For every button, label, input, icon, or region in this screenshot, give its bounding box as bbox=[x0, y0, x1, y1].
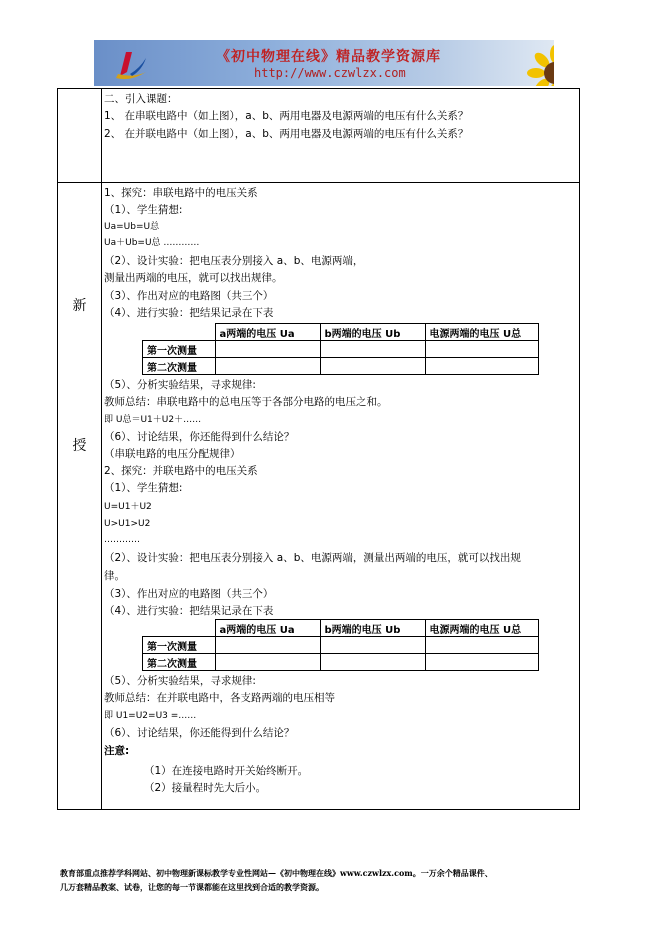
banner-title: 《初中物理在线》精品教学资源库 bbox=[216, 49, 441, 65]
series-diagram: （3）、作出对应的电路图（共三个） bbox=[104, 290, 274, 302]
logo-icon bbox=[112, 46, 150, 82]
parallel-formula: 即 U1=U2=U3 =…… bbox=[104, 711, 197, 721]
series-design-1: （2）、设计实验：把电压表分别接入 a、b、电源两端， bbox=[104, 255, 364, 267]
table-cell[interactable] bbox=[215, 358, 320, 375]
table-row-label: 第二次测量 bbox=[143, 358, 216, 375]
intro-question-2: 2、 在并联电路中（如上图），a、b、两用电器及电源两端的电压有什么关系？ bbox=[104, 128, 469, 140]
banner-url[interactable]: http://www.czwlzx.com bbox=[254, 66, 406, 80]
table-row bbox=[143, 620, 539, 637]
parallel-experiment: （4）、进行实验：把结果记录在下表 bbox=[104, 605, 274, 617]
table-row-label: 第一次测量 bbox=[143, 341, 216, 358]
series-formula: 即 U总＝U1＋U2＋…… bbox=[104, 415, 202, 425]
note-2: （2）接量程时先大后小。 bbox=[144, 782, 267, 794]
series-guess-1: Ua=Ub=U总 bbox=[104, 222, 160, 232]
table-cell[interactable] bbox=[320, 358, 425, 375]
series-record-table bbox=[142, 323, 539, 375]
table-row bbox=[143, 341, 539, 358]
table-header: b两端的电压 Ub bbox=[320, 620, 425, 637]
footer-line-2: 几万套精品教案、试卷，让您的每一节课都能在这里找到合适的教学资源。 bbox=[60, 882, 324, 892]
sunflower-icon bbox=[526, 44, 554, 86]
series-discuss-answer: （串联电路的电压分配规律） bbox=[104, 448, 241, 460]
side-label-char2: 授 bbox=[72, 438, 87, 454]
series-heading: 1、探究：串联电路中的电压关系 bbox=[104, 187, 258, 199]
table-header: a两端的电压 Ua bbox=[215, 324, 320, 341]
series-analyze: （5）、分析实验结果，寻求规律: bbox=[104, 379, 256, 391]
parallel-guess-label: （1）、学生猜想: bbox=[104, 482, 183, 494]
table-header: 电源两端的电压 U总 bbox=[425, 620, 538, 637]
table-row-label: 第二次测量 bbox=[143, 654, 216, 671]
parallel-dots: ………… bbox=[104, 535, 140, 545]
note-1: （1）在连接电路时开关始终断开。 bbox=[144, 765, 309, 777]
parallel-guess-1: U=U1＋U2 bbox=[104, 502, 152, 512]
table-row bbox=[143, 324, 539, 341]
row-divider bbox=[58, 182, 579, 183]
header-banner bbox=[94, 40, 554, 86]
table-header: 电源两端的电压 U总 bbox=[425, 324, 538, 341]
table-row bbox=[143, 358, 539, 375]
parallel-heading: 2、探究：并联电路中的电压关系 bbox=[104, 465, 258, 477]
parallel-design: （2）、设计实验：把电压表分别接入 a、b、电源两端，测量出两端的电压，就可以找出规 bbox=[104, 552, 521, 564]
table-row-label: 第一次测量 bbox=[143, 637, 216, 654]
parallel-guess-2: U>U1>U2 bbox=[104, 519, 151, 529]
series-guess-label: （1）、学生猜想: bbox=[104, 204, 183, 216]
parallel-summary: 教师总结：在并联电路中，各支路两端的电压相等 bbox=[104, 692, 335, 704]
table-cell[interactable] bbox=[425, 341, 538, 358]
series-discuss: （6）、讨论结果，你还能得到什么结论？ bbox=[104, 431, 295, 443]
table-header: b两端的电压 Ub bbox=[320, 324, 425, 341]
table-cell[interactable] bbox=[215, 637, 320, 654]
table-row bbox=[143, 654, 539, 671]
parallel-design-2: 律。 bbox=[104, 570, 125, 582]
intro-question-1: 1、 在串联电路中（如上图），a、b、两用电器及电源两端的电压有什么关系？ bbox=[104, 110, 469, 122]
parallel-discuss: （6）、讨论结果，你还能得到什么结论？ bbox=[104, 727, 295, 739]
table-cell[interactable] bbox=[215, 654, 320, 671]
table-cell[interactable] bbox=[425, 654, 538, 671]
page-footer bbox=[60, 866, 620, 894]
parallel-analyze: （5）、分析实验结果，寻求规律: bbox=[104, 675, 256, 687]
table-cell[interactable] bbox=[320, 654, 425, 671]
side-label-char1: 新 bbox=[72, 298, 87, 314]
column-divider bbox=[101, 89, 102, 809]
table-cell bbox=[143, 620, 216, 637]
footer-line-1: 教育部重点推荐学科网站、初中物理新课标教学专业性网站—《初中物理在线》www.czwlzx.com。一万余个精品课件、 bbox=[60, 868, 493, 878]
table-header: a两端的电压 Ua bbox=[215, 620, 320, 637]
series-design-2: 测量出两端的电压，就可以找出规律。 bbox=[104, 272, 283, 284]
table-cell bbox=[143, 324, 216, 341]
intro-heading: 二、引入课题： bbox=[104, 93, 178, 105]
table-cell[interactable] bbox=[215, 341, 320, 358]
series-guess-2: Ua＋Ub=U总 ………… bbox=[104, 238, 200, 248]
table-cell[interactable] bbox=[425, 358, 538, 375]
series-experiment: （4）、进行实验：把结果记录在下表 bbox=[104, 307, 274, 319]
table-cell[interactable] bbox=[425, 637, 538, 654]
table-row bbox=[143, 637, 539, 654]
table-cell[interactable] bbox=[320, 341, 425, 358]
series-summary: 教师总结：串联电路中的总电压等于各部分电路的电压之和。 bbox=[104, 396, 388, 408]
table-cell[interactable] bbox=[320, 637, 425, 654]
parallel-diagram: （3）、作出对应的电路图（共三个） bbox=[104, 588, 274, 600]
note-label: 注意: bbox=[104, 745, 130, 757]
parallel-record-table bbox=[142, 619, 539, 671]
